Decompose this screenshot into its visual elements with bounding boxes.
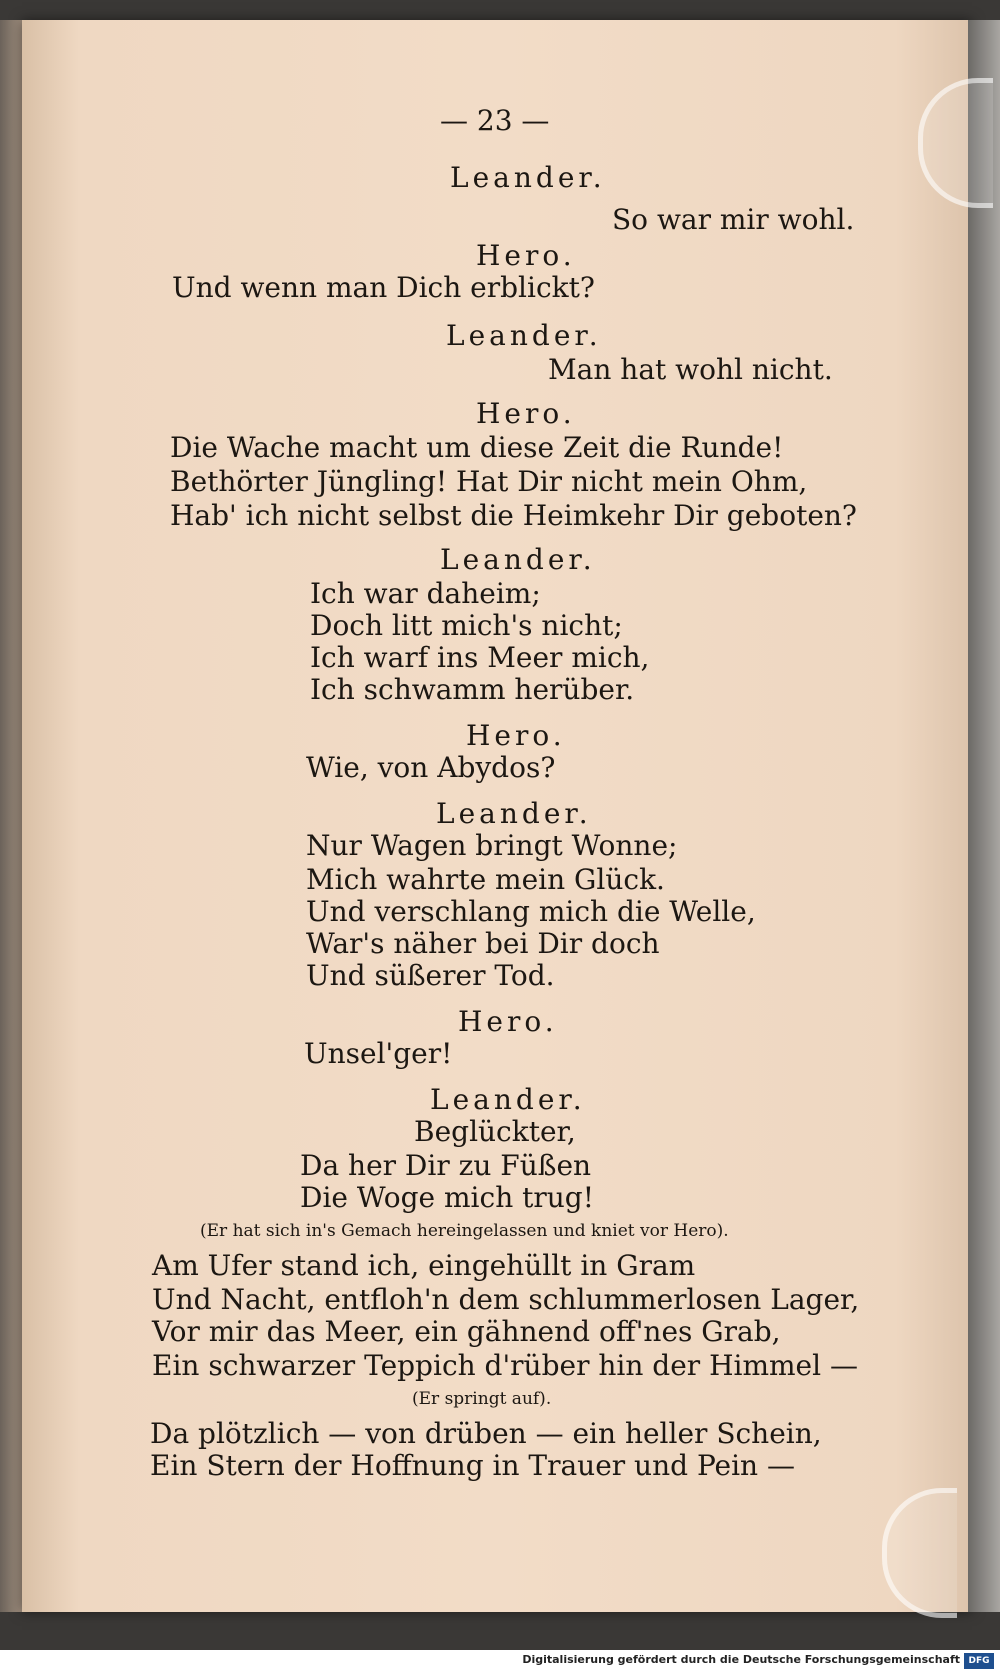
speaker-name: Leander. (430, 1083, 586, 1116)
verse-line: Ich war daheim; (310, 577, 541, 610)
verse-line: Ich warf ins Meer mich, (310, 641, 650, 674)
digitization-footer (0, 1650, 1000, 1673)
dfg-logo: DFG (964, 1653, 994, 1669)
verse-line: Hab' ich nicht selbst die Heimkehr Dir geboten? (170, 499, 857, 532)
verse-line: Da her Dir zu Füßen (300, 1149, 592, 1182)
verse-line: Ein Stern der Hoffnung in Trauer und Pein — (150, 1449, 795, 1482)
verse-line: Mich wahrte mein Glück. (306, 863, 665, 896)
speaker-name: Leander. (450, 161, 606, 194)
speaker-name: Hero. (476, 239, 576, 272)
verse-line: Vor mir das Meer, ein gähnend off'nes Grab, (152, 1315, 781, 1348)
speaker-name: Hero. (466, 719, 566, 752)
verse-line: Ein schwarzer Teppich d'rüber hin der Himmel — (152, 1349, 858, 1382)
verse-line: Wie, von Abydos? (306, 751, 556, 784)
verse-line: Beglückter, (414, 1115, 576, 1148)
verse-line: Nur Wagen bringt Wonne; (306, 829, 678, 862)
verse-line: Unsel'ger! (304, 1037, 453, 1070)
speaker-name: Leander. (440, 543, 596, 576)
speaker-name: Leander. (436, 797, 592, 830)
stage-direction: (Er hat sich in's Gemach hereingelassen und kniet vor Hero). (200, 1221, 729, 1241)
speaker-name: Leander. (446, 319, 602, 352)
page-number: — 23 — (440, 104, 550, 137)
speaker-name: Hero. (458, 1005, 558, 1038)
stage-direction: (Er springt auf). (412, 1389, 552, 1409)
verse-line: Da plötzlich — von drüben — ein heller Schein, (150, 1417, 822, 1450)
verse-line: Am Ufer stand ich, eingehüllt in Gram (152, 1249, 696, 1282)
verse-line: Bethörter Jüngling! Hat Dir nicht mein Ohm, (170, 465, 808, 498)
verse-line: Doch litt mich's nicht; (310, 609, 623, 642)
speaker-name: Hero. (476, 397, 576, 430)
verse-line: Und süßerer Tod. (306, 959, 555, 992)
funding-credit: Digitalisierung gefördert durch die Deutsche Forschungsgemeinschaft (522, 1653, 960, 1666)
verse-line: War's näher bei Dir doch (306, 927, 660, 960)
verse-line: Und verschlang mich die Welle, (306, 895, 756, 928)
verse-line: Man hat wohl nicht. (548, 353, 833, 386)
verse-line: Und wenn man Dich erblickt? (172, 271, 595, 304)
verse-line: Und Nacht, entfloh'n dem schlummerlosen Lager, (152, 1283, 860, 1316)
verse-line: So war mir wohl. (612, 203, 855, 236)
verse-line: Ich schwamm herüber. (310, 673, 635, 706)
verse-line: Die Woge mich trug! (300, 1181, 594, 1214)
verse-line: Die Wache macht um diese Zeit die Runde! (170, 431, 784, 464)
